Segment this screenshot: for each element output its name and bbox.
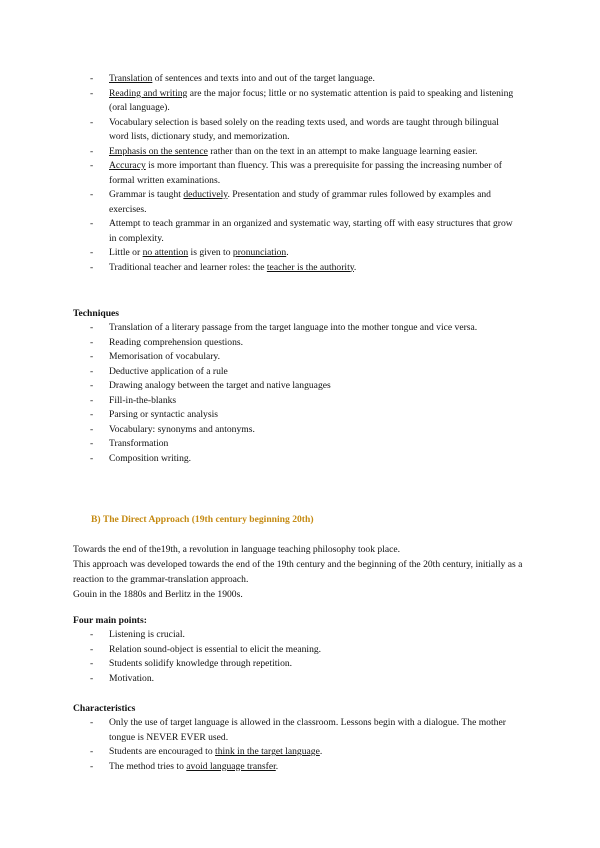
- list-item: - Traditional teacher and learner roles: the teacher is the authority.: [90, 261, 520, 276]
- list-item: - The method tries to avoid language transfer.: [90, 760, 520, 775]
- direct-approach-paragraph: [73, 542, 523, 602]
- list-item: - Composition writing.: [90, 452, 520, 467]
- paragraph-line: Gouin in the 1880s and Berlitz in the 1900s.: [73, 589, 243, 600]
- list-item: - Relation sound-object is essential to elicit the meaning.: [90, 643, 520, 658]
- paragraph-line: This approach was developed towards the end of the 19th century and the beginning of the 20th century, initially as a reaction to the grammar-translation approach.: [73, 559, 523, 585]
- list-item: - Fill-in-the-blanks: [90, 394, 520, 409]
- list-item: - Translation of sentences and texts into and out of the target language.: [90, 72, 520, 87]
- list-item: - Students are encouraged to think in the target language.: [90, 745, 520, 760]
- section-b-title: B) The Direct Approach (19th century beginning 20th): [91, 514, 314, 525]
- paragraph-line: Towards the end of the19th, a revolution in language teaching philosophy took place.: [73, 544, 401, 555]
- list-item: - Transformation: [90, 437, 520, 452]
- list-item: - Deductive application of a rule: [90, 365, 520, 380]
- techniques-list: [90, 321, 520, 466]
- list-item: - Reading comprehension questions.: [90, 336, 520, 351]
- list-item: - Attempt to teach grammar in an organized and systematic way, starting off with easy structures that grow in complexity.: [90, 217, 520, 246]
- techniques-heading: Techniques: [73, 308, 120, 319]
- list-item: - Little or no attention is given to pronunciation.: [90, 246, 520, 261]
- characteristics-heading: Characteristics: [73, 703, 136, 714]
- list-item: - Memorisation of vocabulary.: [90, 350, 520, 365]
- list-item: - Accuracy is more important than fluency. This was a prerequisite for passing the increasing number of formal written examinations.: [90, 159, 520, 188]
- list-item: - Parsing or syntactic analysis: [90, 408, 520, 423]
- four-points-list: [90, 628, 520, 686]
- characteristics-list: [90, 716, 520, 774]
- list-item: - Vocabulary selection is based solely on the reading texts used, and words are taught through bilingual word lists, dictionary study, and memorization.: [90, 116, 520, 145]
- list-item: - Only the use of target language is allowed in the classroom. Lessons begin with a dialogue. The mother tongue is NEVER EVER used.: [90, 716, 520, 745]
- grammar-translation-list: [90, 72, 520, 275]
- list-item: - Reading and writing are the major focus; little or no systematic attention is paid to speaking and listening (oral language).: [90, 87, 520, 116]
- list-item: - Motivation.: [90, 672, 520, 687]
- list-item: - Listening is crucial.: [90, 628, 520, 643]
- list-item: - Translation of a literary passage from the target language into the mother tongue and vice versa.: [90, 321, 520, 336]
- list-item: - Drawing analogy between the target and native languages: [90, 379, 520, 394]
- list-item: - Students solidify knowledge through repetition.: [90, 657, 520, 672]
- list-item: - Emphasis on the sentence rather than on the text in an attempt to make language learning easier.: [90, 145, 520, 160]
- four-points-heading: Four main points:: [73, 615, 147, 626]
- list-item: - Vocabulary: synonyms and antonyms.: [90, 423, 520, 438]
- list-item: - Grammar is taught deductively. Presentation and study of grammar rules followed by examples and exercises.: [90, 188, 520, 217]
